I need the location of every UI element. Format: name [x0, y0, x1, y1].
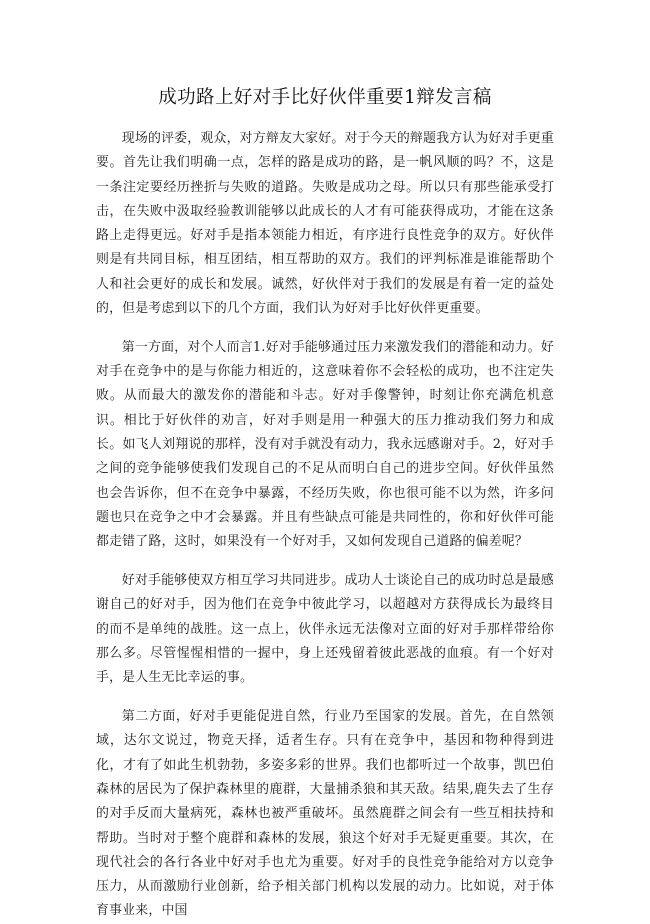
paragraph-mutual-learning: 好对手能够使双方相互学习共同进步。成功人士谈论自己的成功时总是最感谢自己的好对手，因为他们在竞争中彼此学习，以超越对方获得成长为最终目的而不是单纯的战胜。这一点上，伙伴永远无法像对立面的好对手那样带给你那么多。尽管惺惺相惜的一握中，身上还残留着彼此恶战的血痕。有一个好对手，是人生无比幸运的事。	[96, 573, 554, 686]
paragraph-individual-aspect: 第一方面，对个人而言1.好对手能够通过压力来激发我们的潜能和动力。好对手在竞争中的是与你能力相近的，这意味着你不会轻松的成功，也不注定失败。从而最大的激发你的潜能和斗志。好对手像警钟，时刻让你充满危机意识。相比于好伙伴的劝言，好对手则是用一种强大的压力推动我们努力和成长。如飞人刘翔说的那样，没有对手就没有动力，我永远感谢对手。2，好对手之间的竞争能够使我们发现自己的不足从而明白自己的进步空间。好伙伴虽然也会告诉你，但不在竞争中暴露，不经历失败，你也很可能不以为然，许多问题也只在竞争之中才会暴露。并且有些缺点可能是共同性的，你和好伙伴可能都走错了路，这时，如果没有一个好对手，又如何发现自己道路的偏差呢？	[96, 339, 554, 550]
paragraph-opening: 现场的评委，观众，对方辩友大家好。对于今天的辩题我方认为好对手更重要。首先让我们明确一点，怎样的路是成功的路，是一帆风顺的吗？不，这是一条注定要经历挫折与失败的道路。失败是成功之母。所以只有那些能承受打击，在失败中汲取经验教训能够以此成长的人才有可能获得成功，才能在这条路上走得更远。好对手是指本领能力相近，有序进行良性竞争的双方。好伙伴则是有共同目标，相互团结，相互帮助的双方。我们的评判标准是谁能帮助个人和社会更好的成长和发展。诚然，好伙伴对于我们的发展是有着一定的益处的，但是考虑到以下的几个方面，我们认为好对手比好伙伴更重要。	[96, 131, 554, 317]
document-body	[96, 127, 554, 924]
document-title: 成功路上好对手比好伙伴重要1辩发言稿	[158, 87, 492, 108]
paragraph-nature-industry: 第二方面，好对手更能促进自然，行业乃至国家的发展。首先，在自然领域，达尔文说过，物竞天择，适者生存。只有在竞争中，基因和物种得到进化，才有了如此生机勃勃，多姿多彩的世界。我们也都听过一个故事，凯巴伯森林的居民为了保护森林里的鹿群，大量捕杀狼和其天敌。结果,鹿失去了生存的对手反而大量病死，森林也被严重破坏。虽然鹿群之间会有一些互相扶持和帮助。当时对于整个鹿群和森林的发展，狼这个好对手无疑更重要。其次，在现代社会的各行各业中好对手也尤为重要。好对手的良性竞争能给对方以竞争压力，从而激励行业创新，给予相关部门机构以发展的动力。比如说，对于体育事业来，中国	[96, 709, 554, 919]
